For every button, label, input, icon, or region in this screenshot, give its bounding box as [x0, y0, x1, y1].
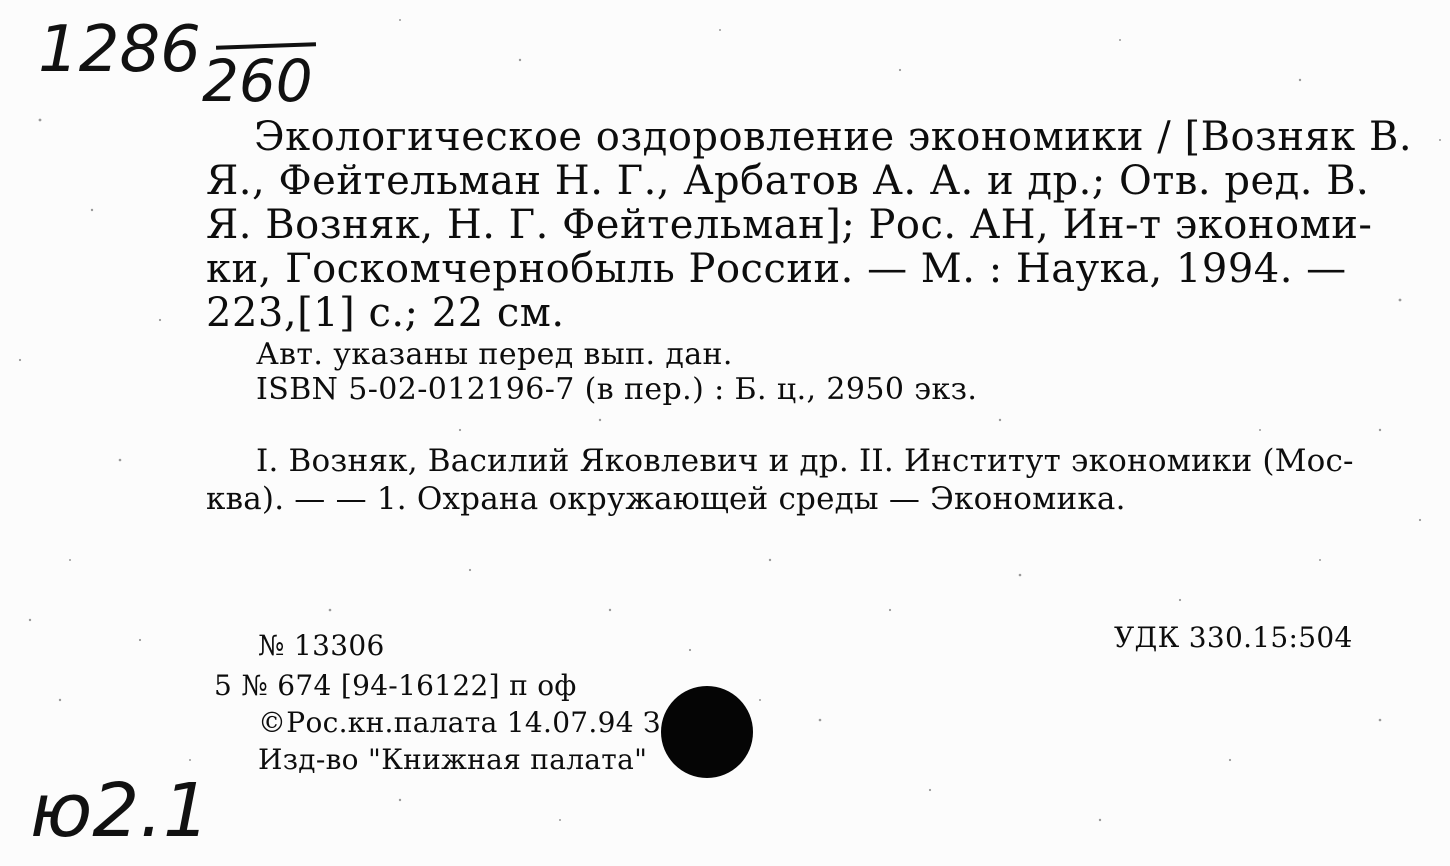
handwritten-top-subnumber: 260	[202, 47, 313, 115]
note-line-isbn: ISBN 5-02-012196-7 (в пер.) : Б. ц., 2950 экз.	[256, 372, 978, 407]
bottom-line-publisher: Изд-во "Книжная палата"	[258, 743, 648, 776]
udk-code: УДК 330.15:504	[1114, 621, 1353, 654]
subject-line-1: I. Возняк, Василий Яковлевич и др. II. Институт экономики (Мос-	[256, 443, 1354, 479]
note-line-authors: Авт. указаны перед вып. дан.	[256, 337, 733, 372]
ink-blot	[661, 686, 753, 778]
entry-line-2: Я., Фейтельман Н. Г., Арбатов А. А. и др.; Отв. ред. В.	[206, 158, 1370, 204]
entry-line-4: ки, Госкомчернобыль России. — М. : Наука, 1994. —	[206, 246, 1347, 292]
handwritten-top-number: 1286	[38, 13, 201, 87]
handwritten-bottom-code: ю2.1	[30, 768, 210, 854]
entry-line-3: Я. Возняк, Н. Г. Фейтельман]; Рос. АН, Ин-т экономи-	[206, 202, 1373, 248]
subject-line-2: ква). — — 1. Охрана окружающей среды — Экономика.	[206, 481, 1126, 517]
entry-line-5: 223,[1] с.; 22 см.	[206, 290, 565, 336]
entry-line-1: Экологическое оздоровление экономики / [Возняк В.	[254, 114, 1413, 160]
bottom-line-copyright: ©Рос.кн.палата 14.07.94 З	[258, 706, 661, 739]
record-number: № 13306	[258, 629, 385, 662]
bottom-line-order: 5 № 674 [94-16122] п оф	[214, 669, 577, 702]
